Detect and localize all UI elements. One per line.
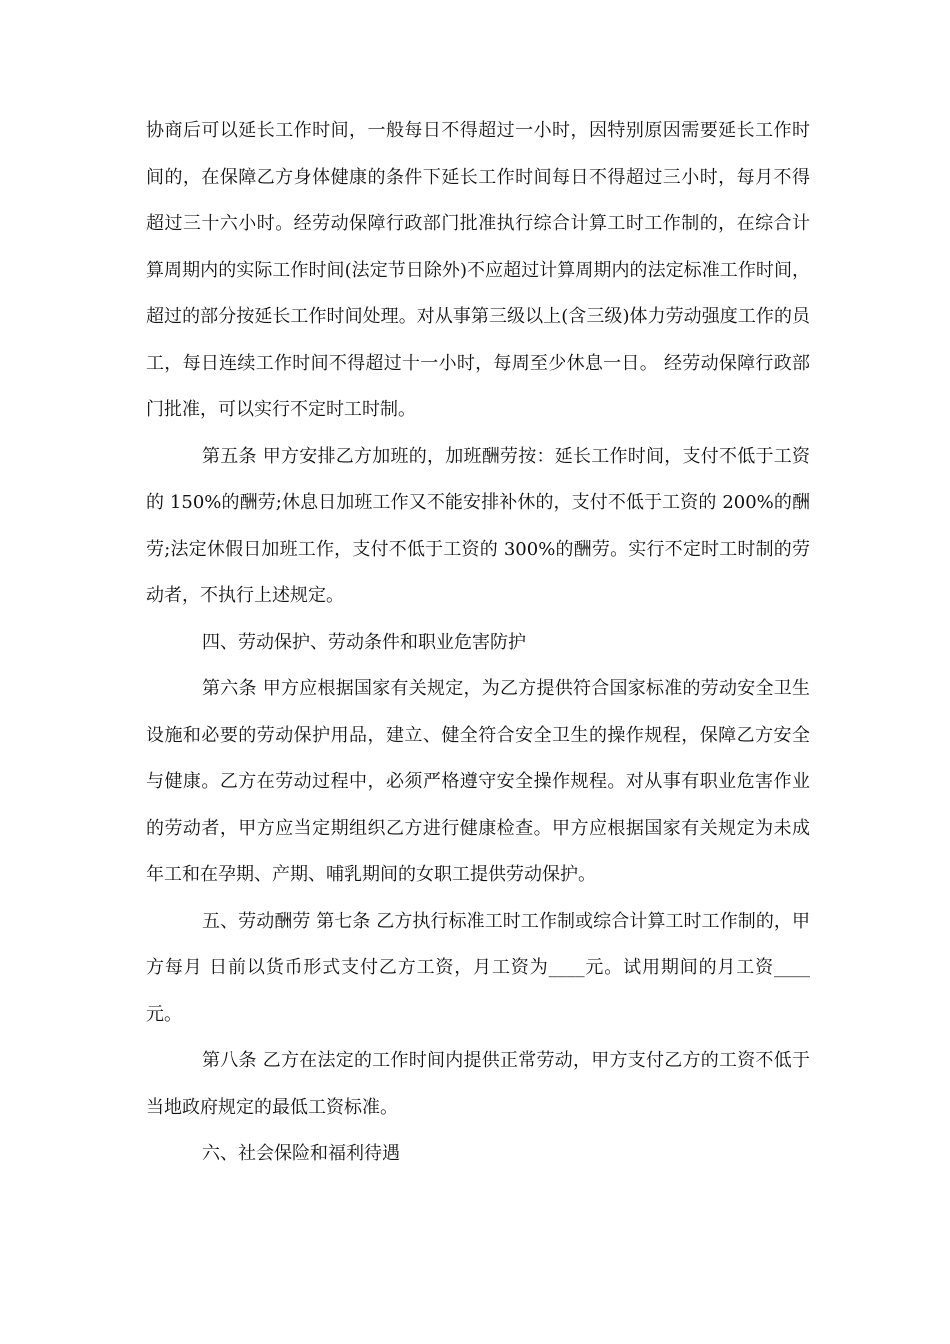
paragraph-article-7-remuneration: 五、劳动酬劳 第七条 乙方执行标准工时工作制或综合计算工时工作制的，甲方每月 日前以货币形式支付乙方工资，月工资为____元。试用期间的月工资____元。 (146, 910, 810, 1025)
paragraph-article-8-minimum-wage: 第八条 乙方在法定的工作时间内提供正常劳动，甲方支付乙方的工资不低于当地政府规定的最低工资标准。 (146, 1050, 810, 1118)
section-heading-labor-protection: 四、劳动保护、劳动条件和职业危害防护 (202, 631, 526, 653)
paragraph-article-6-safety: 第六条 甲方应根据国家有关规定，为乙方提供符合国家标准的劳动安全卫生设施和必要的劳动保护用品，建立、健全符合安全卫生的操作规程，保障乙方安全与健康。乙方在劳动过程中，必须严格遵守安全操作规程。对从事有职业危害作业的劳动者，甲方应当定期组织乙方进行健康检查。甲方应根据国家有关规定为未成年工和在孕期、产期、哺乳期间的女职工提供劳动保护。 (146, 678, 810, 885)
paragraph-working-hours: 协商后可以延长工作时间，一般每日不得超过一小时，因特别原因需要延长工作时间的，在保障乙方身体健康的条件下延长工作时间每日不得超过三小时，每月不得超过三十六小时。经劳动保障行政部门批准执行综合计算工时工作制的，在综合计算周期内的实际工作时间(法定节日除外)不应超过计算周期内的法定标准工作时间，超过的部分按延长工作时间处理。对从事第三级以上(含三级)体力劳动强度工作的员工，每日连续工作时间不得超过十一小时，每周至少休息一日。 经劳动保障行政部门批准，可以实行不定时工时制。 (146, 120, 810, 420)
paragraph-article-5-overtime-pay: 第五条 甲方安排乙方加班的，加班酬劳按：延长工作时间，支付不低于工资的 150%的酬劳;休息日加班工作又不能安排补休的，支付不低于工资的 200%的酬劳;法定休假日加班工作，支付不低于工资的 300%的酬劳。实行不定时工时制的劳动者，不执行上述规定。 (146, 445, 810, 606)
section-heading-social-insurance: 六、社会保险和福利待遇 (202, 1143, 400, 1164)
document-body (146, 108, 810, 1178)
